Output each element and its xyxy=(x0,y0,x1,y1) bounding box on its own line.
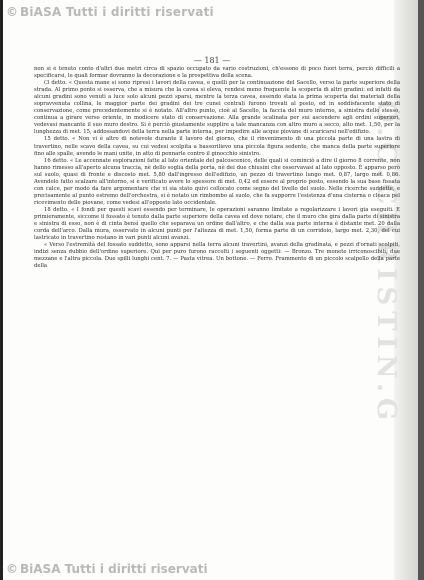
paragraph: (3 detto. « Questa mane si sono ripresi i lavori della cavea, e quelli per la continuazione del Sacello, verso la parte superiore della strada. Al primo ponto si osserva, che a misura che la cavea si eleva, rendesi meno frequente la scoperta di altri gradini: ed infatti da alcuni gradini sono venuti a luce solo alcuni pezzi sparsi, mentre la terza cavea, essendo stata la prima scoperta dai materiali della sopravvenuta collina, le maggior parte dei gradini dei tre cunei centrali furono trovati al posto, ed in soddisfacente stato di conservazione, come precedentemente si è notato. All'altro punto, cioè al Sacello, la faccia del muro interno, a sinistra dello stesso, continua a girare verso oriente, in modicere stato di conservazione. Alla grande scalinata per sui ascendere agli ordini superiori, vedevasi mancante il suo muro destro. Si è perciò giustamente supplire a tale mancanza con altro muro a secco, alto met. 1,50, per la lunghezza di met. 15, addossandovi della terra nella parte interna, per impedire alle acque piovane di scaricarsi nell'edifizio. xyxy=(34,80,400,136)
watermark-vertical-text: O.C.CHRISTIN.G xyxy=(371,100,401,427)
document-body xyxy=(34,66,400,536)
watermark-footer xyxy=(0,558,424,580)
paragraph: 15 detto. « Non vi è altro di notevole durante il lavoro del giorno, che il rinvenimento di una piccola parte di una lastra di travertino, nelle scavo della cavea, su cui vedesi scolpita a bassorilievo una piccola figura sedente, che manca della parte superiore fino alle spalle, avendo le mani unite, in atto di pennarle contro il ginocchio sinistro. xyxy=(34,136,400,157)
watermark-header xyxy=(0,0,424,22)
watermark-footer-text: BiASA Tutti i diritti riservati xyxy=(20,562,208,576)
paragraph: « Verso l'estremità del fossato suddetto, sono apparsi nella terra alcuni travertini, avanzi della gradinata, e pezzi d'ornati scolpiti, indizi senza dubbio dell'ordine superiore. Qui per puro furono raccolti i seguenti oggetti: — Bronzo. Tre monete irriconoscibili, due mezzane e l'altra piccola. Due spilli lunghi cent. 7. — Pasta vitrea. Un bottone. — Ferro. Frammento di un piccolo scalpello della parte della xyxy=(34,242,400,270)
paragraph: non si è tenuto conto d'altri due metri circa di spazio occupato da vario costruzioni, ch'essono di poco fuori terra, perciò difficili a specificarsi, le quali formar dovranno la decorazione e la prospettiva della scena. xyxy=(34,66,400,80)
paragraph: 16 detto. « Le accennate esplorazioni fatte al lato orientale del palcoscenico, delle quali si cominciò a dire il giorno 8 corrente, non hanno rimesso all'aperto alcuna traccia, nè dello soglia della porta, nè dei due chiusini che osservavasi al lato opposto. È apparso però sul suolo, quasi di fronte e discosto met. 5,80 dall'ingresso dell'edifizio, un pezzo di travertino lungo met. 0,87, largo met. 0,86. Avendolo fatto scalzare all'intorno, si è verificato avere lo spessore di met. 0,42 ed essere al proprio posto, essendo la sua base fissata con calce, per modo da fare argomentare che vi sia stato quivi collocato come segno del livello del suolo. Nelle ricerche suddette, e precisamente al punto estremo dell'orchestra, si è notato un rimbombo al suolo, che fa supporre l'esistenza d'una cisterna o cloaca pel ricevimento delle piovane, come vedesi all'opposto lato occidentale. xyxy=(34,157,400,206)
page-left-edge xyxy=(0,0,3,580)
paragraph: 18 detto. « I fondi per questi scavi essendo per terminare, le operazioni saranno limitate a regolarizzare i lavori gia eseguiti. E primieramente, siccome il fossato è tenuto dalla parte superiore della cavea ed dove notare, che il muro che gira dalla parte di sinistra e sinistra di esso, non è di cinta bensì quello che separava un ordine dall'altro, e che dalla sua parte interna è distante met. 20 dalla corda dell'arco. Dalla mura, osservato in alcuni punti per l'altezza di met. 1,50, forma parte di un corridoio, largo met. 2,30, del cui lastricato in travertino restano in vari punti alcuni avanzi. xyxy=(34,206,400,242)
watermark-header-text: BiASA Tutti i diritti riservati xyxy=(20,5,214,19)
copyright-icon: © xyxy=(6,5,19,19)
copyright-icon: © xyxy=(6,562,18,576)
page-number: — 181 — xyxy=(193,56,231,65)
